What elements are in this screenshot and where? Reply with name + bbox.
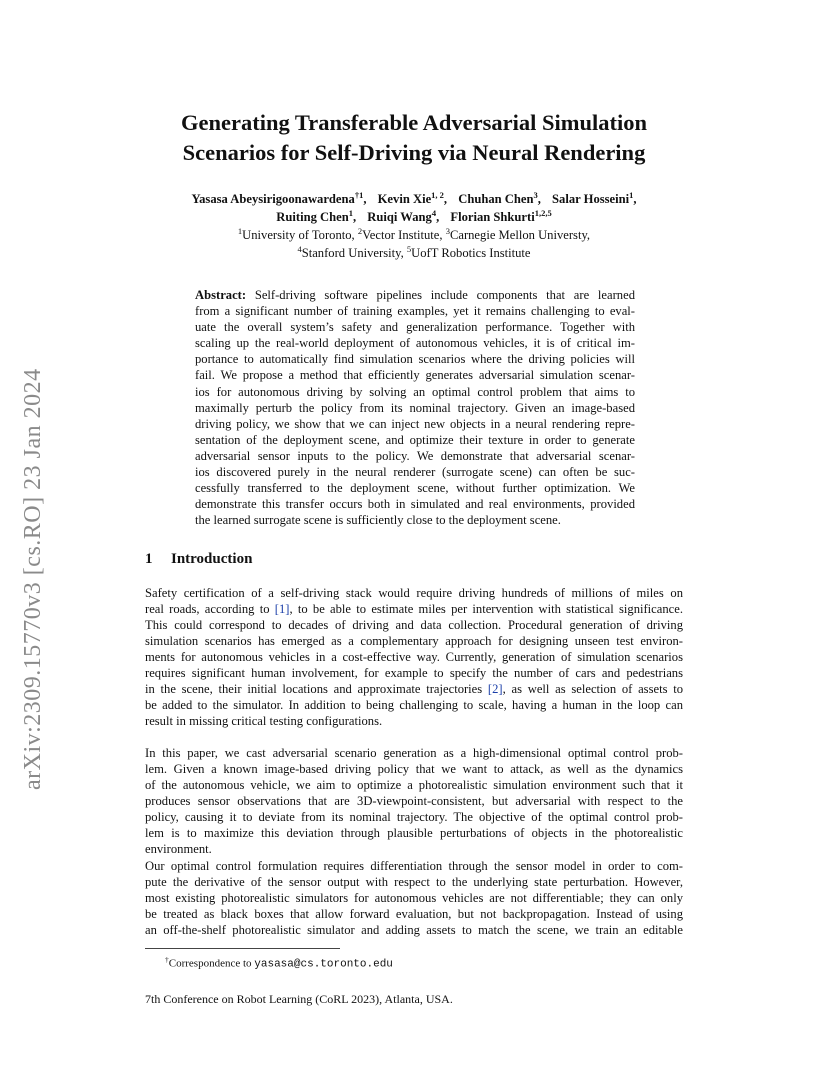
abstract [195,287,635,528]
author-name: Salar Hosseini [552,192,630,206]
abstract-line: fail. We propose a method that efficiently generates adversarial simulation scenar- [195,368,635,383]
citation-link[interactable]: [2] [487,682,503,697]
author-name: Kevin Xie [377,192,432,206]
author-affiliation-mark: 1,2,5 [534,207,552,218]
abstract-line: ios for autonomous driving by solving an optimal control problem that aims to [195,384,635,399]
abstract-line: from a significant number of training examples, yet it remains challenging to eval- [195,304,635,319]
author-name: Ruiqi Wang [367,210,432,224]
paragraph-line: requires significant human involvement, for example to specify the number of cars and pedestrians [145,666,683,681]
abstract-line: driving policy, we show that we can inject new objects in a neural rendering repre- [195,416,635,431]
affiliation-text: UofT Robotics Institute [411,246,531,260]
paragraph-line: In this paper, we cast adversarial scenario generation as a high-dimensional optimal control prob- [145,746,683,760]
author-affiliation-mark: †1 [354,189,364,200]
intro-paragraph-2 [145,745,683,857]
paragraph-line: Safety certification of a self-driving stack would require driving hundreds of millions of miles on [145,586,683,600]
footnote-text: Correspondence to [168,957,255,970]
title-line-1: Generating Transferable Adversarial Simulation [180,110,648,135]
author-affiliation-mark: 1 [348,207,353,218]
paragraph-line: result in missing critical testing configurations. [145,714,383,729]
author-name: Yasasa Abeysirigoonawardena [191,192,355,206]
intro-paragraph-3 [145,858,683,938]
section-number: 1 [145,551,153,567]
abstract-line: sentation of the deployment scene, and optimize their texture in order to generate [195,432,635,447]
abstract-label: Abstract: [195,288,247,302]
abstract-line: ios discovered purely in the neural renderer (surrogate scene) can often be suc- [195,465,635,480]
paragraph-line: This could correspond to decades of driving and data collection. Procedural generation of driving [145,618,683,633]
abstract-line: demonstrate this transfer occurs both in simulated and real environments, provided [195,497,635,512]
abstract-line: scaling up the real-world deployment of autonomous vehicles, it is of critical im- [195,336,635,351]
author-affiliation-mark: 3 [533,189,538,200]
intro-paragraph-1 [145,585,683,729]
author-affiliation-mark: 1, 2 [431,189,444,200]
footnote-mark: † [165,955,169,964]
author-affiliation-mark: 1 [629,189,634,200]
author-name: Florian Shkurti [450,210,535,224]
abstract-text: Self-driving software pipelines include components that are learned [254,288,635,302]
paragraph-line: environment. [145,842,212,857]
affiliation-text: Carnegie Mellon Universty, [449,228,591,242]
section-title: Introduction [171,551,253,567]
paper-title [100,108,728,168]
paragraph-line: pute the derivative of the sensor output with respect to the underlying state perturbation. However, [145,875,683,890]
affiliation-text: Vector Institute, [362,228,446,242]
text-span: in the scene, their initial locations and approximate trajectories [145,682,488,697]
paragraph-line [145,681,683,697]
paragraph-line: simulation scenarios has emerged as a complementary approach for designing unseen test environ- [145,634,683,649]
abstract-line: uate the overall system’s safety and generalization performance. Together with [195,320,635,335]
paragraph-line [145,601,683,617]
abstract-line: cessfully transferred to the deployment scene, without further optimization. We [195,481,635,496]
paragraph-line: an off-the-shelf photorealistic simulator and adding assets to match the scene, we train an editable [145,923,683,938]
abstract-line: portance to automatically find simulation scenarios where the driving policies will [195,352,635,367]
abstract-line [195,287,635,303]
paragraph-line: be treated as black boxes that allow forward evaluation, but not backpropagation. Instead of using [145,907,683,922]
affiliation-line-2 [100,244,728,262]
paragraph-line: policy, causing it to deviate from its nominal trajectory. The objective of the optimal control prob- [145,810,683,825]
text-span: , as well as selection of assets to [502,682,683,697]
paragraph-line: ments for autonomous vehicles in a cost-effective way. Currently, generation of simulation scenarios [145,650,683,665]
affiliation-mark: 3 [445,225,450,236]
affiliation-mark: 2 [357,225,363,236]
email-link[interactable]: yasasa@cs.toronto.edu [254,958,393,971]
affiliation-mark: 5 [406,243,412,254]
abstract-line: the learned surrogate scene is sufficiently close to the deployment scene. [195,513,561,528]
affiliation-mark: 1 [237,225,243,236]
author-affiliation-mark: 4 [431,207,437,218]
text-span: real roads, according to [145,602,275,617]
paragraph-line: of the autonomous vehicle, we aim to optimize a photorealistic simulation environment such that it [145,778,683,793]
venue-note: 7th Conference on Robot Learning (CoRL 2023), Atlanta, USA. [145,992,453,1006]
paragraph-line: most existing photorealistic simulators for autonomous vehicles are not differentiable; they can only [145,891,683,906]
arxiv-identifier-stamp[interactable]: arXiv:2309.15770v3 [cs.RO] 23 Jan 2024 [20,368,46,790]
paragraph-line: be added to the simulator. In addition to being challenging to scale, having a human in the loop can [145,698,683,713]
paragraph-line: Our optimal control formulation requires differentiation through the sensor model in order to com- [145,859,683,873]
author-block [100,190,728,262]
section-heading-introduction [145,549,252,569]
author-name: Chuhan Chen [458,192,534,206]
paragraph-line: lem is to maximize this deviation through plausible perturbations of objects in the photorealistic [145,826,683,841]
text-span: , to be able to estimate miles per intervention with statistical significance. [289,602,683,617]
abstract-line: maximally perturb the policy from its nominal trajectory. Given an image-based [195,400,635,415]
abstract-line: adversarial sensor inputs to the policy. We demonstrate that adversarial scenar- [195,448,635,463]
affiliation-text: University of Toronto, [242,228,358,242]
title-line-2: Scenarios for Self-Driving via Neural Rendering [182,140,646,165]
paragraph-line: produces sensor observations that are 3D-viewpoint-consistent, but adversarial with respect to the [145,794,683,809]
author-line-2: Ruiting Chen$^1$, Ruiqi Wang$^4$, Florian Shkurti$^{1,2,5}$ [276,207,552,224]
affiliation-line-1 [100,226,728,244]
affiliation-text: Stanford University, [301,246,407,260]
footnote [165,953,393,972]
author-name: Ruiting Chen [276,210,349,224]
paragraph-line: lem. Given a known image-based driving policy that we want to attack, as well as the dynamics [145,762,683,777]
affiliation-mark: 4 [297,243,302,254]
author-line-1: Yasasa Abeysirigoonawardena$^{\dagger 1}$, Kevin Xie$^{1, 2}$, Chuhan Chen$^3$, Salar Hosseini$^1$, [191,189,637,206]
citation-link[interactable]: [1] [274,602,290,617]
footnote-divider [145,948,340,949]
